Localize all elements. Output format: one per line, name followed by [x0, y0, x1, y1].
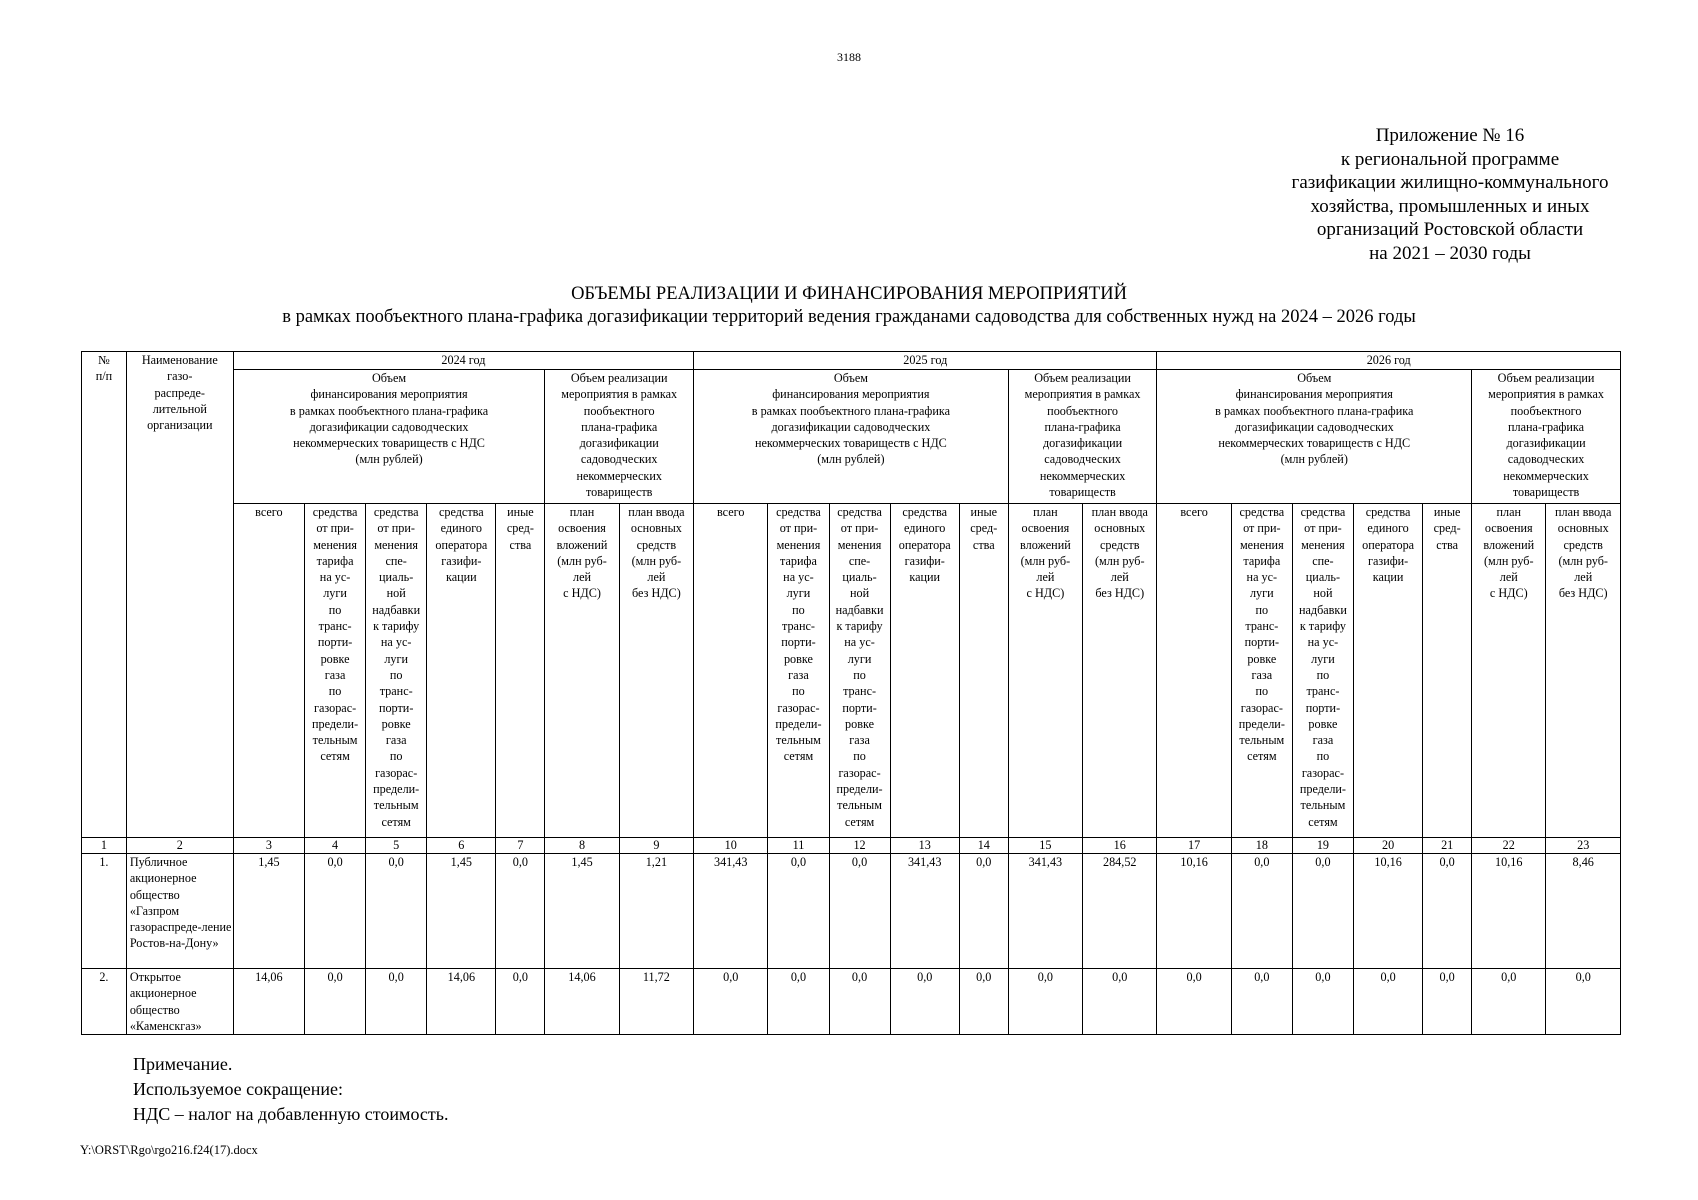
value-cell: 341,43	[694, 854, 768, 969]
value-cell: 0,0	[1472, 969, 1546, 1035]
header-realization-2025: Объем реализации мероприятия в рамках пообъектного плана-графика догазификации садоводческих некоммерческих товариществ	[1008, 370, 1157, 504]
value-cell: 0,0	[1423, 854, 1472, 969]
value-cell: 10,16	[1472, 854, 1546, 969]
column-number-cell: 10	[694, 838, 768, 854]
value-cell: 0,0	[768, 854, 829, 969]
value-cell: 0,0	[366, 969, 427, 1035]
appendix-line: Приложение № 16	[1375, 125, 1525, 146]
column-number-cell: 6	[427, 838, 496, 854]
value-cell: 0,0	[959, 854, 1008, 969]
value-cell: 14,06	[427, 969, 496, 1035]
appendix-line: хозяйства, промышленных и иных	[1310, 195, 1590, 217]
value-cell: 11,72	[619, 969, 693, 1035]
value-cell: 1,45	[545, 854, 619, 969]
page-number: 3188	[837, 50, 861, 64]
table-row	[82, 854, 1621, 969]
header-plan-investment: план освоения вложений (млн руб- лей с НДС)	[1472, 504, 1546, 838]
value-cell: 284,52	[1083, 854, 1157, 969]
header-plan-commissioning: план ввода основных средств (млн руб- лей без НДС)	[1546, 504, 1621, 838]
header-finance-2025: Объем финансирования мероприятия в рамках пообъектного плана-графика догазификации садоводческих некоммерческих товариществ с НДС (млн рублей)	[694, 370, 1009, 504]
value-cell: 0,0	[496, 854, 545, 969]
value-cell: 341,43	[890, 854, 959, 969]
value-cell: 0,0	[1353, 969, 1422, 1035]
header-total: всего	[1157, 504, 1231, 838]
appendix-line: газификации жилищно-коммунального	[1291, 172, 1609, 193]
value-cell: 0,0	[829, 969, 890, 1035]
header-total: всего	[694, 504, 768, 838]
value-cell: 0,0	[959, 969, 1008, 1035]
value-cell: 0,0	[1292, 854, 1353, 969]
header-other: иные сред- ства	[959, 504, 1008, 838]
column-number-cell: 2	[126, 838, 233, 854]
header-year-2024: 2024 год	[233, 352, 693, 370]
column-number-cell: 19	[1292, 838, 1353, 854]
appendix-line: на 2021 – 2030 годы	[1369, 242, 1531, 264]
column-number-cell: 20	[1353, 838, 1422, 854]
column-number-cell: 8	[545, 838, 619, 854]
value-cell: 0,0	[1231, 854, 1292, 969]
header-other: иные сред- ства	[496, 504, 545, 838]
note-block	[133, 1052, 448, 1127]
column-number-cell: 12	[829, 838, 890, 854]
header-total: всего	[233, 504, 304, 838]
column-number-cell: 9	[619, 838, 693, 854]
header-plan-investment: план освоения вложений (млн руб- лей с НДС)	[1008, 504, 1082, 838]
header-org: Наименование газо- распреде- лительной организации	[126, 352, 233, 838]
note-line: Используемое сокращение:	[133, 1079, 343, 1099]
value-cell: 0,0	[496, 969, 545, 1035]
value-cell: 8,46	[1546, 854, 1621, 969]
header-plan-commissioning: план ввода основных средств (млн руб- лей без НДС)	[1083, 504, 1157, 838]
value-cell: 1,45	[233, 854, 304, 969]
column-number-cell: 4	[305, 838, 366, 854]
column-number-cell: 11	[768, 838, 829, 854]
value-cell: 0,0	[1231, 969, 1292, 1035]
value-cell: 0,0	[829, 854, 890, 969]
value-cell: 1,21	[619, 854, 693, 969]
document-title-main: ОБЪЕМЫ РЕАЛИЗАЦИИ И ФИНАНСИРОВАНИЯ МЕРОПРИЯТИЙ	[571, 284, 1127, 304]
value-cell: 0,0	[305, 969, 366, 1035]
value-cell: 0,0	[890, 969, 959, 1035]
column-number-cell: 3	[233, 838, 304, 854]
value-cell: 14,06	[545, 969, 619, 1035]
appendix-note	[1270, 124, 1630, 265]
value-cell: 0,0	[1292, 969, 1353, 1035]
header-year-2025: 2025 год	[694, 352, 1157, 370]
header-num: № п/п	[82, 352, 127, 838]
column-number-cell: 14	[959, 838, 1008, 854]
value-cell: 0,0	[305, 854, 366, 969]
value-cell: 0,0	[1157, 969, 1231, 1035]
column-number-cell: 15	[1008, 838, 1082, 854]
value-cell: 10,16	[1157, 854, 1231, 969]
column-number-cell: 16	[1083, 838, 1157, 854]
value-cell: 0,0	[1423, 969, 1472, 1035]
value-cell: 14,06	[233, 969, 304, 1035]
organization-name: Публичное акционерное общество «Газпром газораспреде-ление Ростов-на-Дону»	[126, 854, 233, 969]
table-row	[82, 969, 1621, 1035]
column-number-cell: 21	[1423, 838, 1472, 854]
header-plan-commissioning: план ввода основных средств (млн руб- лей без НДС)	[619, 504, 693, 838]
header-plan-investment: план освоения вложений (млн руб- лей с НДС)	[545, 504, 619, 838]
appendix-line: организаций Ростовской области	[1316, 219, 1584, 240]
header-operator: средства единого оператора газифи- кации	[427, 504, 496, 838]
note-title: Примечание.	[133, 1054, 233, 1074]
value-cell: 341,43	[1008, 854, 1082, 969]
value-cell: 10,16	[1353, 854, 1422, 969]
row-number: 2.	[82, 969, 127, 1035]
header-realization-2026: Объем реализации мероприятия в рамках пообъектного плана-графика догазификации садоводческих некоммерческих товариществ	[1472, 370, 1621, 504]
column-number-cell: 7	[496, 838, 545, 854]
value-cell: 0,0	[694, 969, 768, 1035]
header-surcharge: средства от при- менения спе- циаль- ной надбавки к тарифу на ус- луги по транс- порти- ровке газа по газорас- предели- тельным сетям	[829, 504, 890, 838]
value-cell: 0,0	[768, 969, 829, 1035]
header-operator: средства единого оператора газифи- кации	[890, 504, 959, 838]
row-number: 1.	[82, 854, 127, 969]
organization-name: Открытое акционерное общество «Каменскгаз»	[126, 969, 233, 1035]
header-tariff: средства от при- менения тарифа на ус- луги по транс- порти- ровке газа по газорас- предели- тельным сетям	[1231, 504, 1292, 838]
header-tariff: средства от при- менения тарифа на ус- луги по транс- порти- ровке газа по газорас- предели- тельным сетям	[768, 504, 829, 838]
column-number-row	[82, 838, 1621, 854]
column-number-cell: 22	[1472, 838, 1546, 854]
header-year-2026: 2026 год	[1157, 352, 1621, 370]
column-number-cell: 18	[1231, 838, 1292, 854]
value-cell: 0,0	[1546, 969, 1621, 1035]
value-cell: 0,0	[1008, 969, 1082, 1035]
column-number-cell: 13	[890, 838, 959, 854]
financing-table	[81, 351, 1621, 1035]
value-cell: 0,0	[366, 854, 427, 969]
column-number-cell: 23	[1546, 838, 1621, 854]
header-operator: средства единого оператора газифи- кации	[1353, 504, 1422, 838]
column-number-cell: 1	[82, 838, 127, 854]
header-finance-2024: Объем финансирования мероприятия в рамках пообъектного плана-графика догазификации садоводческих некоммерческих товариществ с НДС (млн рублей)	[233, 370, 545, 504]
column-number-cell: 17	[1157, 838, 1231, 854]
header-surcharge: средства от при- менения спе- циаль- ной надбавки к тарифу на ус- луги по транс- порти- ровке газа по газорас- предели- тельным сетям	[366, 504, 427, 838]
note-line: НДС – налог на добавленную стоимость.	[133, 1104, 449, 1124]
appendix-line: к региональной программе	[1340, 148, 1560, 170]
header-tariff: средства от при- менения тарифа на ус- луги по транс- порти- ровке газа по газорас- предели- тельным сетям	[305, 504, 366, 838]
value-cell: 0,0	[1083, 969, 1157, 1035]
file-path-footer: Y:\ORST\Rgo\rgo216.f24(17).docx	[80, 1143, 258, 1157]
document-title-sub: в рамках пообъектного плана-графика догазификации территорий ведения гражданами садоводства для собственных нужд на 2024 – 2026 годы	[282, 307, 1416, 327]
header-finance-2026: Объем финансирования мероприятия в рамках пообъектного плана-графика догазификации садоводческих некоммерческих товариществ с НДС (млн рублей)	[1157, 370, 1472, 504]
value-cell: 1,45	[427, 854, 496, 969]
header-other: иные сред- ства	[1423, 504, 1472, 838]
column-number-cell: 5	[366, 838, 427, 854]
document-title	[0, 283, 1698, 329]
header-surcharge: средства от при- менения спе- циаль- ной надбавки к тарифу на ус- луги по транс- порти- ровке газа по газорас- предели- тельным сетям	[1292, 504, 1353, 838]
header-realization-2024: Объем реализации мероприятия в рамках пообъектного плана-графика догазификации садоводческих некоммерческих товариществ	[545, 370, 694, 504]
